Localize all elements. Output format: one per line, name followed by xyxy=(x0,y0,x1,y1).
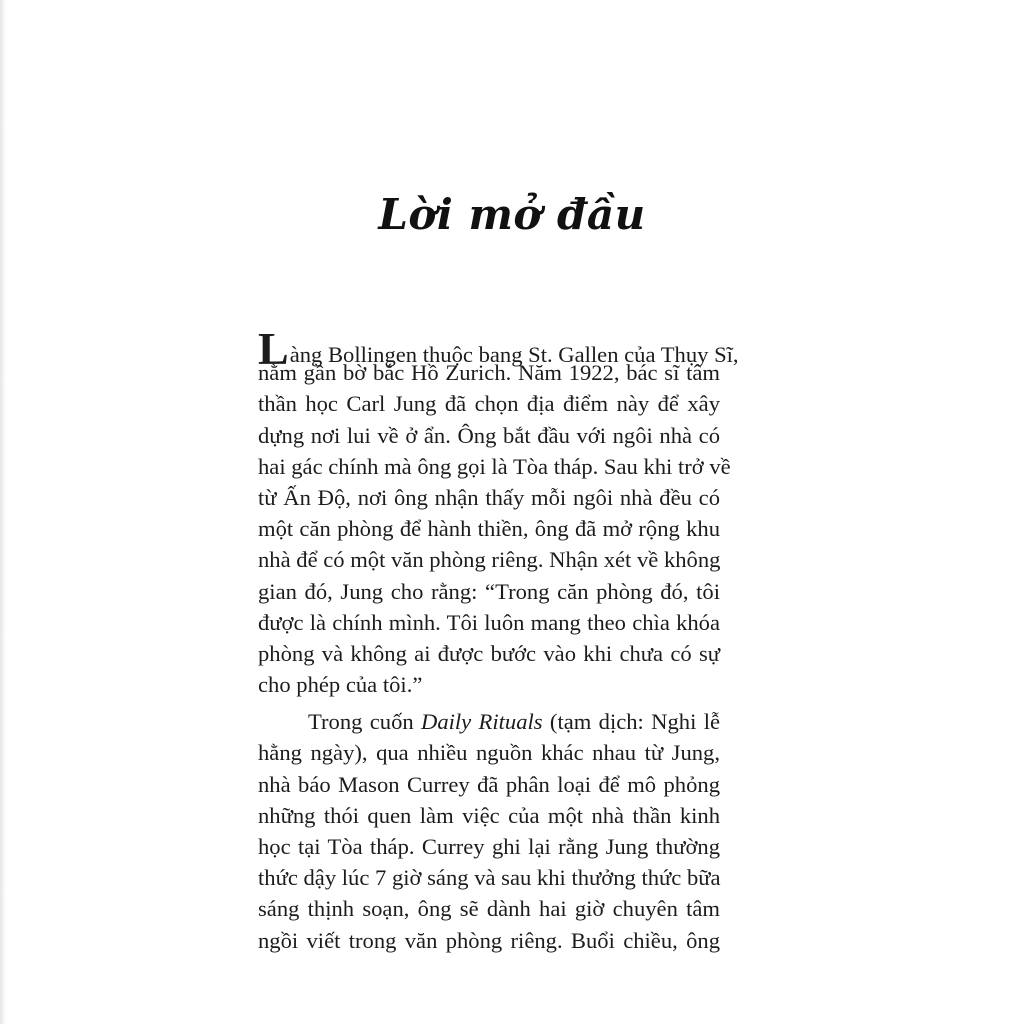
text-line: hằng ngày), qua nhiều nguồn khác nhau từ Jung, xyxy=(258,740,720,766)
text-line: nhà báo Mason Currey đã phân loại để mô phỏng xyxy=(258,771,720,797)
page-edge-shadow xyxy=(0,0,6,1024)
text-line: nhà để có một văn phòng riêng. Nhận xét về không xyxy=(258,547,721,573)
text-line: một căn phòng để hành thiền, ông đã mở rộng khu xyxy=(258,516,720,542)
text-line: dựng nơi lui về ở ẩn. Ông bắt đầu với ngôi nhà có xyxy=(258,422,720,448)
text-line: nằm gần bờ bắc Hồ Zurich. Năm 1922, bác sĩ tâm xyxy=(258,360,720,386)
text-line: sáng thịnh soạn, ông sẽ dành hai giờ chuyên tâm xyxy=(258,896,720,922)
text-line: từ Ấn Độ, nơi ông nhận thấy mỗi ngôi nhà đều có xyxy=(258,484,720,510)
drop-cap: L xyxy=(258,323,289,374)
text-line: học tại Tòa tháp. Currey ghi lại rằng Jung thường xyxy=(258,834,720,859)
text-line: phòng và không ai được bước vào khi chưa có sự xyxy=(258,640,720,666)
text-line: những thói quen làm việc của một nhà thần kinh xyxy=(258,802,720,828)
text-line: hai gác chính mà ông gọi là Tòa tháp. Sau khi trở về xyxy=(258,453,731,479)
text-line: thức dậy lúc 7 giờ sáng và sau khi thưởng thức bữa xyxy=(258,865,721,891)
paragraph-1-line-1: Làng Bollingen thuộc bang St. Gallen của Thụy Sĩ, xyxy=(258,323,739,374)
chapter-title: Lời mở đầu xyxy=(378,190,646,239)
text-line: được là chính mình. Tôi luôn mang theo chìa khóa xyxy=(258,609,720,635)
body-text xyxy=(258,323,739,956)
text-line-last: cho phép của tôi.” xyxy=(258,672,423,698)
book-title: Daily Rituals xyxy=(421,709,543,735)
text-line: ngồi viết trong văn phòng riêng. Buổi chiều, ông xyxy=(258,927,720,953)
text-line: gian đó, Jung cho rằng: “Trong căn phòng đó, tôi xyxy=(258,578,720,604)
paragraph-2-line-1: Trong cuốn Daily Rituals (tạm dịch: Nghi lễ xyxy=(308,709,720,735)
text-line: thần học Carl Jung đã chọn địa điểm này để xây xyxy=(258,391,720,417)
